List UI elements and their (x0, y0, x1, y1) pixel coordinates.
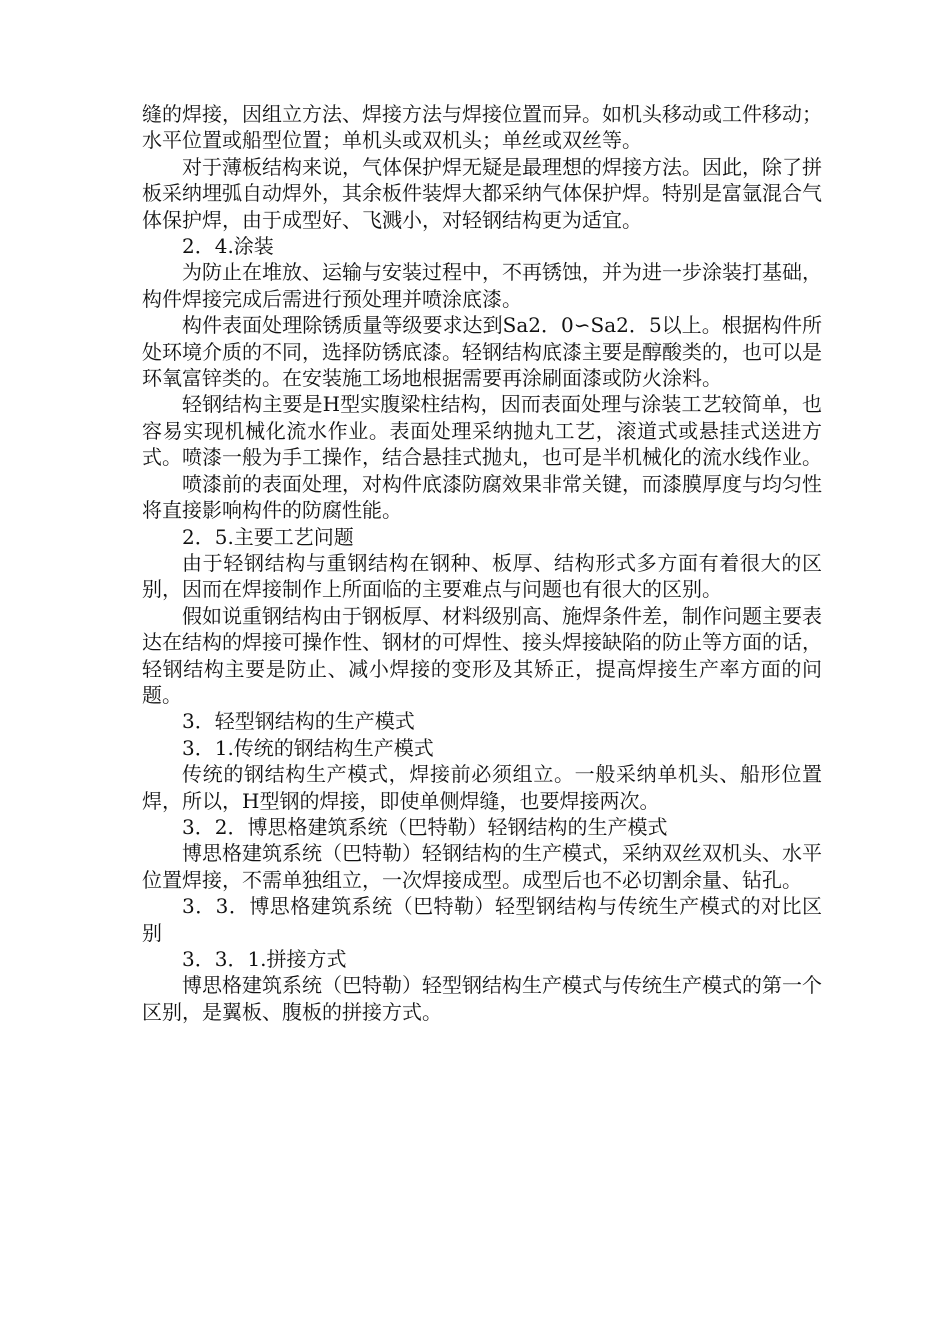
paragraph: 假如说重钢结构由于钢板厚、材料级别高、施焊条件差，制作问题主要表达在结构的焊接可操作性、钢材的可焊性、接头焊接缺陷的防止等方面的话，轻钢结构主要是防止、减小焊接的变形及其矫正，提高焊接生产率方面的问题。 (142, 603, 822, 707)
paragraph: 轻钢结构主要是H型实腹梁柱结构，因而表面处理与涂装工艺较简单，也容易实现机械化流水作业。表面处理采纳抛丸工艺，滚道式或悬挂式送进方式。喷漆一般为手工操作，结合悬挂式抛丸，也可是半机械化的流水线作业。 (142, 392, 822, 470)
paragraph: 传统的钢结构生产模式，焊接前必须组立。一般采纳单机头、船形位置焊，所以，H型钢的焊接，即使单侧焊缝，也要焊接两次。 (142, 762, 822, 813)
section-heading: 2．4.涂装 (182, 234, 274, 259)
paragraph: 为防止在堆放、运输与安装过程中，不再锈蚀，并为进一步涂装打基础，构件焊接完成后需进行预处理并喷涂底漆。 (142, 260, 822, 311)
section-heading: 3．轻型钢结构的生产模式 (182, 709, 415, 734)
paragraph: 缝的焊接，因组立方法、焊接方法与焊接位置而异。如机头移动或工件移动；水平位置或船型位置；单机头或双机头；单丝或双丝等。 (142, 102, 822, 153)
section-heading: 3．1.传统的钢结构生产模式 (182, 735, 434, 760)
paragraph: 博思格建筑系统（巴特勒）轻钢结构的生产模式，采纳双丝双机头、水平位置焊接，不需单独组立，一次焊接成型。成型后也不必切割余量、钻孔。 (142, 841, 822, 892)
section-heading: 3．2．博思格建筑系统（巴特勒）轻钢结构的生产模式 (182, 814, 668, 839)
section-heading: 2．5.主要工艺问题 (182, 524, 354, 549)
paragraph: 喷漆前的表面处理，对构件底漆防腐效果非常关键，而漆膜厚度与均匀性将直接影响构件的防腐性能。 (142, 471, 822, 523)
paragraph: 博思格建筑系统（巴特勒）轻型钢结构生产模式与传统生产模式的第一个区别，是翼板、腹板的拼接方式。 (142, 973, 822, 1024)
document-page (142, 101, 822, 1025)
paragraph: 构件表面处理除锈质量等级要求达到Sa2．0∽Sa2．5以上。根据构件所处环境介质的不同，选择防锈底漆。轻钢结构底漆主要是醇酸类的，也可以是环氧富锌类的。在安装施工场地根据需要再涂刷面漆或防火涂料。 (142, 313, 822, 391)
paragraph: 3．3．博思格建筑系统（巴特勒）轻型钢结构与传统生产模式的对比区别 (142, 894, 822, 945)
section-heading: 3．3．1.拼接方式 (182, 947, 347, 971)
paragraph: 由于轻钢结构与重钢结构在钢种、板厚、结构形式多方面有着很大的区别，因而在焊接制作上所面临的主要难点与问题也有很大的区别。 (142, 550, 822, 602)
paragraph: 对于薄板结构来说，气体保护焊无疑是最理想的焊接方法。因此，除了拼板采纳埋弧自动焊外，其余板件装焊大都采纳气体保护焊。特别是富氩混合气体保护焊，由于成型好、飞溅小，对轻钢结构更为适宜。 (142, 154, 822, 232)
